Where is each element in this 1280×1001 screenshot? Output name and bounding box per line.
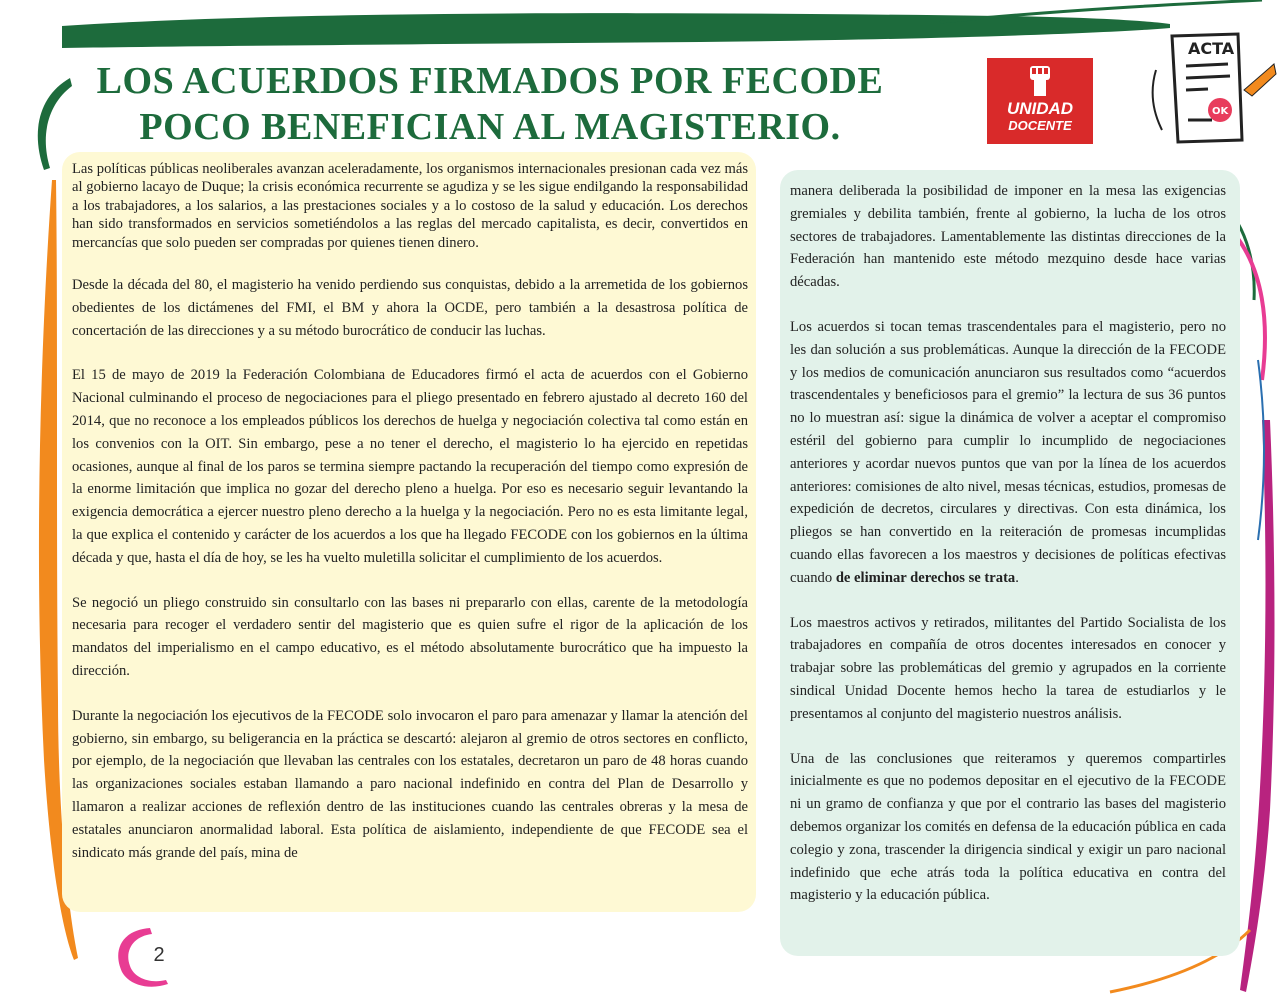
right-pink-curve xyxy=(1236,236,1265,380)
right-paragraph-3: Los maestros activos y retirados, militantes del Partido Socialista de los trabajadores en compañía de otros docentes interesados en conocer y trabajar sobre las problemáticas del gremio y agrupados en la corriente sindical Unidad Docente hemos hecho la tarea de estudiarlos y le presentamos al conjunto del magisterio nuestros análisis. xyxy=(790,614,1226,722)
left-paragraph-1: Las políticas públicas neoliberales avanzan aceleradamente, los organismos internacionales presionan cada vez más al gobierno lacayo de Duque; la crisis económica recurrente se agudiza y se les sigue endilgando la responsabilidad a los trabajadores, a los salarios, a las prestaciones sociales y a lo costoso de la salud y educación. Los derechos han sido transformados en servicios sometiéndolos a las reglas del mercado capitalista, es decir, convertidos en mercancías que solo pueden ser compradas por quienes tienen dinero. xyxy=(72,161,748,251)
unidad-docente-logo xyxy=(987,58,1093,144)
left-paragraph-4: Se negoció un pliego construido sin consultarlo con las bases ni prepararlo con ellas, carente de la metodología necesaria para recoger el verdadero sentir del magisterio que es quien sufre el rigor de la aplicación de los mandatos del imperialismo en el campo educativo, es el método absolutamente burocrático que ha impuesto la dirección. xyxy=(72,594,748,679)
page-number: 2 xyxy=(153,944,165,966)
right-paragraph-2-bold: de eliminar derechos se trata xyxy=(835,569,1016,586)
right-paragraph-2-end: . xyxy=(1015,569,1019,586)
right-paragraph-4: Una de las conclusiones que reiteramos y queremos compartirles inicialmente es que no podemos depositar en el ejecutivo de la FECODE ni un gramo de confianza y que por el contrario las bases del magisterio debemos organizar los comités en defensa de la educación pública en cada colegio y zona, trascender la dirigencia sindical y exigir un paro nacional indefinido que eche atrás toda la política educativa en contra del magisterio y la educación pública. xyxy=(790,750,1226,904)
top-green-swoosh xyxy=(62,13,1170,48)
acta-stamp: OK xyxy=(1212,106,1229,117)
left-column-text xyxy=(72,160,748,886)
top-teal-line xyxy=(940,0,1262,22)
acta-document-icon xyxy=(1148,30,1278,150)
raised-fist-icon xyxy=(1026,64,1054,98)
logo-line-1: UNIDAD xyxy=(1006,99,1074,118)
page-title xyxy=(60,58,920,150)
title-line-2: POCO BENEFICIAN AL MAGISTERIO. xyxy=(139,106,841,148)
right-paragraph-2 xyxy=(790,316,1226,590)
acta-label: ACTA xyxy=(1188,39,1235,58)
right-magenta-swoosh xyxy=(1240,420,1275,992)
right-paragraph-1: manera deliberada la posibilidad de imponer en la mesa las exigencias gremiales y debilita también, frente al gobierno, la lucha de los otros sectores de trabajadores. Lamentablemente las distintas direcciones de la Federación han mantenido este método mezquino desde hace varias décadas. xyxy=(790,183,1226,291)
right-blue-curve xyxy=(1258,360,1264,540)
left-paragraph-5: Durante la negociación los ejecutivos de la FECODE solo invocaron el paro para amenazar y llamar la atención del gobierno, sin embargo, su beligerancia en la práctica se descartó: alejaron al gremio de otros sectores en conflicto, por ejemplo, de la negociación que llevaban las centrales con los estatales, decretaron un paro de 48 horas cuando las organizaciones sociales estaban llamando a paro nacional indefinido en contra del Plan de Desarrollo y llamaron a realizar acciones de reflexión dentro de las instituciones cuando las centrales obreras y la mesa de estatales anunciaron anormalidad laboral. Esta política de aislamiento, independiente de que FECODE sea el sindicato más grande del país, mina de xyxy=(72,707,748,861)
right-column-text xyxy=(790,180,1226,929)
left-paragraph-2: Desde la década del 80, el magisterio ha venido perdiendo sus conquistas, debido a la arremetida de los gobiernos obedientes de los dictámenes del FMI, el BM y ahora la OCDE, pero también a la desastrosa política de concertación de las direcciones y a su método burocrático de conducir las luchas. xyxy=(72,277,748,339)
left-paragraph-3: El 15 de mayo de 2019 la Federación Colombiana de Educadores firmó el acta de acuerdos con el Gobierno Nacional culminando el proceso de negociaciones para el pliego presentado en febrero ajustado al decreto 160 del 2014, que no reconoce a los empleados públicos los derechos de huelga y negociación colectiva tal como están en los convenios con la OIT. Sin embargo, pese a no tener el derecho, el magisterio lo ha ejercido en repetidas ocasiones, aunque al final de los paros se termina siempre pactando la recuperación del tiempo como expresión de la enorme limitación que implica no gozar del derecho pleno a huelga. Por eso es necesario seguir levantando la exigencia democrática a ejercer nuestro pleno derecho a la huelga y la negociación. Pero no es esta limitante legal, la que explica el contenido y carácter de los acuerdos a los que ha llegado FECODE con los gobiernos en la última década y que, hasta el día de hoy, se les ha vuelto muletilla solicitar el cumplimiento de los acuerdos. xyxy=(72,367,748,566)
logo-line-2: DOCENTE xyxy=(1008,118,1072,133)
title-line-1: LOS ACUERDOS FIRMADOS POR FECODE xyxy=(96,60,884,102)
right-paragraph-2-text: Los acuerdos si tocan temas trascendentales para el magisterio, pero no les dan solución a sus problemáticas. Aunque la dirección de la FECODE y los medios de comunicación anunciaron sus resultados como “acuerdos trascendentales y beneficiosos para el gremio” la lectura de sus 36 puntos no lo muestran así: sigue la dinámica de volver a aceptar el compromiso estéril del gobierno para cumplir lo incumplido de negociaciones anteriores y acordar nuevos puntos que van por la línea de los acuerdos anteriores: comisiones de alto nivel, mesas técnicas, estudios, promesas de expedición de decretos, circulares y directivas. Con esta dinámica, los pliegos se han convertido en la reiteración de promesas incumplidas cuando ellas favorecen a los maestros y decisiones de políticas efectivas cuando xyxy=(790,318,1226,586)
